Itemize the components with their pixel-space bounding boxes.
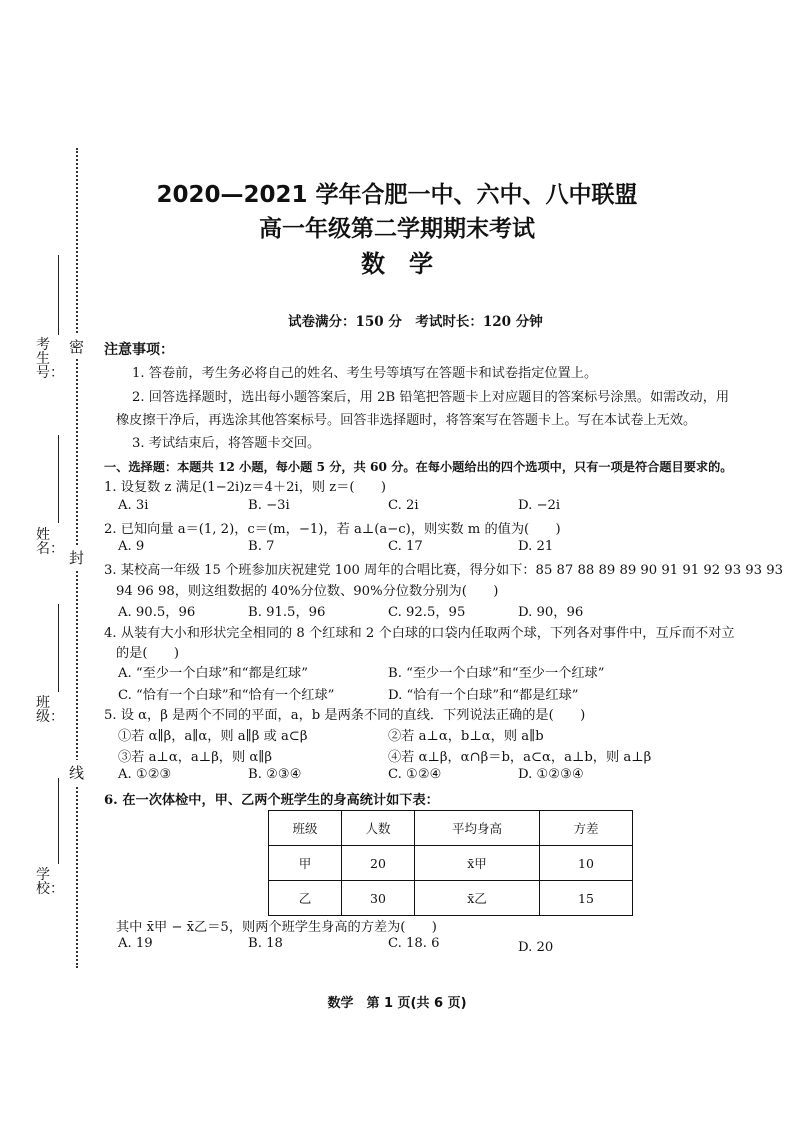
exam-title-line2: 高一年级第二学期期末考试 (259, 216, 535, 242)
q3-option-d: D. 90，96 (518, 605, 584, 620)
note-item-2: 2. 回答选择题时，选出每小题答案后，用 2B 铅笔把答题卡上对应题目的答案标号涂黑。如需改动，用 (132, 390, 730, 405)
q2-stem: 2. 已知向量 a＝(1, 2)，c＝(m，−1)，若 a⊥(a−c)，则实数 m 的值为( ) (104, 522, 561, 537)
class-label: 班级： (36, 695, 64, 725)
q6-stem: 6. 在一次体检中，甲、乙两个班学生的身高统计如下表： (104, 793, 439, 808)
table-header-row (269, 811, 633, 846)
q4-option-c: C. “恰有一个白球”和“恰有一个红球” (118, 688, 335, 703)
q1-option-b: B. −3i (248, 498, 290, 513)
q3-option-b: B. 91.5，96 (248, 605, 326, 620)
table-row (269, 846, 633, 881)
table-row (269, 881, 633, 916)
q6-option-b: B. 18 (248, 936, 283, 951)
exam-title-line1: 2020—2021 学年合肥一中、六中、八中联盟 (156, 182, 638, 208)
notes-heading: 注意事项： (104, 342, 174, 358)
seal-char-feng: 封 (69, 545, 84, 570)
name-label: 姓名： (36, 527, 64, 557)
q6-option-a: A. 19 (118, 936, 153, 951)
q5-option-d: D. ①②③④ (518, 767, 584, 782)
q4-stem-line1: 4. 从装有大小和形状完全相同的 8 个红球和 2 个白球的口袋内任取两个球，下列各对事件中，互斥而不对立 (104, 626, 735, 641)
q3-option-a: A. 90.5，96 (118, 605, 196, 620)
q3-stem-line1: 3. 某校高一年级 15 个班参加庆祝建党 100 周年的合唱比赛，得分如下：85 87 88 89 89 90 91 91 92 93 93 93 (104, 563, 784, 578)
q5-option-b: B. ②③④ (248, 767, 302, 782)
q4-option-d: D. “恰有一个白球”和“都是红球” (388, 688, 579, 703)
q5-statement-3: ③若 a⊥α，a⊥β，则 α∥β (118, 750, 272, 765)
q2-option-b: B. 7 (248, 539, 275, 554)
note-item-1: 1. 答卷前，考生务必将自己的姓名、考生号等填写在答题卡和试卷指定位置上。 (132, 366, 598, 381)
seal-char-xian: 线 (69, 760, 84, 785)
table-header-cell: 方差 (540, 811, 633, 846)
q4-option-a: A. “至少一个白球”和“都是红球” (118, 666, 308, 681)
q1-option-d: D. −2i (518, 498, 561, 513)
height-stats-table (268, 810, 633, 916)
school-fill-line (58, 778, 59, 864)
subject-title: 数 学 (361, 250, 433, 278)
name-fill-line (58, 435, 59, 523)
table-header-cell: 人数 (342, 811, 415, 846)
q6-option-d: D. 20 (518, 940, 554, 955)
table-header-cell: 班级 (269, 811, 342, 846)
table-header-cell: 平均身高 (415, 811, 540, 846)
q3-stem-line2: 94 96 98，则这组数据的 40%分位数、90%分位数分别为( ) (116, 584, 499, 599)
page-footer: 数学 第 1 页(共 6 页) (327, 996, 467, 1011)
q3-option-c: C. 92.5，95 (388, 605, 466, 620)
table-cell: 20 (342, 846, 415, 881)
q4-stem-line2: 的是( ) (116, 646, 180, 661)
q6-option-c: C. 18. 6 (388, 936, 440, 951)
q1-option-a: A. 3i (118, 498, 149, 513)
school-label: 学校： (36, 867, 64, 897)
section1-heading: 一、选择题：本题共 12 小题，每小题 5 分，共 60 分。在每小题给出的四个选项中，只有一项是符合题目要求的。 (104, 460, 733, 474)
exam-number-label: 考生号： (36, 337, 64, 381)
q2-option-a: A. 9 (118, 539, 145, 554)
seal-char-mi: 密 (69, 334, 84, 359)
note-item-3: 3. 考试结束后，将答题卡交回。 (132, 436, 321, 451)
table-cell: 乙 (269, 881, 342, 916)
q5-stem: 5. 设 α，β 是两个不同的平面，a，b 是两条不同的直线．下列说法正确的是( ) (104, 708, 586, 723)
q6-after-text: 其中 x̄甲 − x̄乙＝5，则两个班学生身高的方差为( ) (116, 920, 437, 935)
exam-meta: 试卷满分：150 分 考试时长：120 分钟 (288, 314, 543, 330)
q4-option-b: B. “至少一个白球”和“至少一个红球” (388, 666, 605, 681)
q5-option-a: A. ①②③ (118, 767, 172, 782)
class-fill-line (58, 604, 59, 692)
q1-option-c: C. 2i (388, 498, 419, 513)
q5-statement-1: ①若 α∥β，a∥α，则 a∥β 或 a⊂β (118, 729, 308, 744)
q1-stem: 1. 设复数 z 满足(1−2i)z＝4＋2i，则 z＝( ) (104, 480, 387, 495)
table-cell: 30 (342, 881, 415, 916)
q5-statement-4: ④若 α⊥β，α∩β＝b，a⊂α，a⊥b，则 a⊥β (388, 750, 652, 765)
table-cell: 甲 (269, 846, 342, 881)
q5-option-c: C. ①②④ (388, 767, 442, 782)
table-cell: 10 (540, 846, 633, 881)
q2-option-c: C. 17 (388, 539, 423, 554)
table-cell: x̄乙 (415, 881, 540, 916)
q2-option-d: D. 21 (518, 539, 554, 554)
note-item-2-cont: 橡皮擦干净后，再选涂其他答案标号。回答非选择题时，将答案写在答题卡上。写在本试卷上无效。 (116, 413, 697, 428)
table-cell: 15 (540, 881, 633, 916)
table-cell: x̄甲 (415, 846, 540, 881)
q5-statement-2: ②若 a⊥α，b⊥α，则 a∥b (388, 729, 544, 744)
